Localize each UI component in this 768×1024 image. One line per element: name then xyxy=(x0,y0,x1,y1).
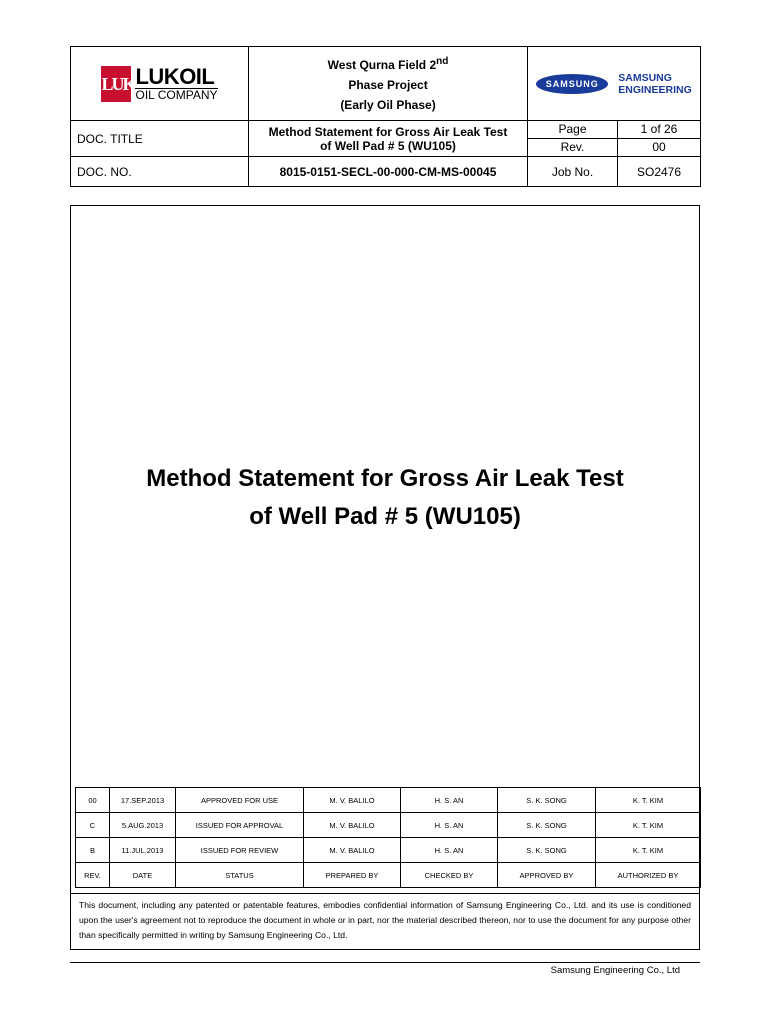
revision-header-date: DATE xyxy=(110,863,176,888)
main-title-line1: Method Statement for Gross Air Leak Test xyxy=(146,465,624,492)
revision-cell-date: 17.SEP.2013 xyxy=(110,788,176,813)
lukoil-mark-icon: LUK xyxy=(101,66,131,102)
confidentiality-notice: This document, including any patented or patentable features, embodies confidential information of Samsung Engineering Co., Ltd. and its use is conditioned upon the user's agreement not to reproduce the document in whole or in part, nor the material described thereon, nor to use the document for any purpose other than specifically permitted in writing by Samsung Engineering Co., Ltd. xyxy=(70,893,700,950)
revision-cell-status: APPROVED FOR USE xyxy=(176,788,304,813)
page-value: 1 of 26 xyxy=(618,121,700,139)
main-title-line2: of Well Pad # 5 (WU105) xyxy=(249,503,521,530)
rev-value: 00 xyxy=(652,140,666,154)
revision-cell-approved-by: S. K. SONG xyxy=(498,838,596,863)
samsung-line1: SAMSUNG xyxy=(618,71,672,84)
revision-cell-authorized-by: K. T. KIM xyxy=(596,838,701,863)
revision-cell-rev: B xyxy=(76,838,110,863)
doc-title-line2: of Well Pad # 5 (WU105) xyxy=(320,138,456,153)
footer-company: Samsung Engineering Co., Ltd xyxy=(550,965,680,976)
client-logo-cell xyxy=(71,47,249,121)
revision-cell-status: ISSUED FOR REVIEW xyxy=(176,838,304,863)
revision-row xyxy=(76,788,701,813)
revision-cell-approved-by: S. K. SONG xyxy=(498,813,596,838)
rev-label: Rev. xyxy=(560,140,585,154)
doc-no-label: DOC. NO. xyxy=(71,157,249,187)
revision-cell-prepared-by: M. V. BALILO xyxy=(304,838,401,863)
revision-cell-date: 5.AUG.2013 xyxy=(110,813,176,838)
revision-cell-prepared-by: M. V. BALILO xyxy=(304,788,401,813)
revision-header-status: STATUS xyxy=(176,863,304,888)
doc-title-line1: Method Statement for Gross Air Leak Test xyxy=(268,124,508,139)
revision-header-approved-by: APPROVED BY xyxy=(498,863,596,888)
project-title-sup: nd xyxy=(436,56,449,67)
project-title-line3: (Early Oil Phase) xyxy=(340,98,436,112)
lukoil-sub: OIL COMPANY xyxy=(135,87,218,102)
revision-cell-authorized-by: K. T. KIM xyxy=(596,813,701,838)
page-rev-values xyxy=(618,121,701,157)
header-table xyxy=(70,46,701,187)
revision-cell-checked-by: H. S. AN xyxy=(401,788,498,813)
revision-header-checked-by: CHECKED BY xyxy=(401,863,498,888)
footer-divider xyxy=(70,962,700,963)
project-title xyxy=(249,47,528,121)
revision-header-rev: REV. xyxy=(76,863,110,888)
project-title-line1: West Qurna Field 2 xyxy=(327,58,437,72)
lukoil-name: LUKOIL xyxy=(135,63,215,89)
revision-row xyxy=(76,813,701,838)
revision-header-row xyxy=(76,863,701,888)
revision-cell-rev: C xyxy=(76,813,110,838)
job-no-value: SO2476 xyxy=(618,157,701,187)
revision-cell-date: 11.JUL.2013 xyxy=(110,838,176,863)
revision-table xyxy=(75,787,701,888)
page-label: Page xyxy=(528,121,617,139)
page-rev-labels xyxy=(528,121,618,157)
revision-header-prepared-by: PREPARED BY xyxy=(304,863,401,888)
doc-no-value: 8015-0151-SECL-00-000-CM-MS-00045 xyxy=(249,157,528,187)
revision-cell-checked-by: H. S. AN xyxy=(401,838,498,863)
main-title xyxy=(70,460,700,536)
revision-cell-status: ISSUED FOR APPROVAL xyxy=(176,813,304,838)
revision-row xyxy=(76,838,701,863)
revision-cell-checked-by: H. S. AN xyxy=(401,813,498,838)
samsung-logo xyxy=(536,72,692,96)
revision-cell-authorized-by: K. T. KIM xyxy=(596,788,701,813)
revision-cell-prepared-by: M. V. BALILO xyxy=(304,813,401,838)
lukoil-logo xyxy=(101,63,218,102)
revision-header-authorized-by: AUTHORIZED BY xyxy=(596,863,701,888)
revision-cell-rev: 00 xyxy=(76,788,110,813)
job-no-label: Job No. xyxy=(528,157,618,187)
samsung-oval-icon: SAMSUNG xyxy=(536,74,608,94)
doc-title-value xyxy=(249,121,528,157)
doc-title-label: DOC. TITLE xyxy=(71,121,249,157)
samsung-line2: ENGINEERING xyxy=(618,83,692,96)
revision-cell-approved-by: S. K. SONG xyxy=(498,788,596,813)
contractor-logo-cell xyxy=(528,47,701,121)
project-title-line2: Phase Project xyxy=(348,78,428,92)
